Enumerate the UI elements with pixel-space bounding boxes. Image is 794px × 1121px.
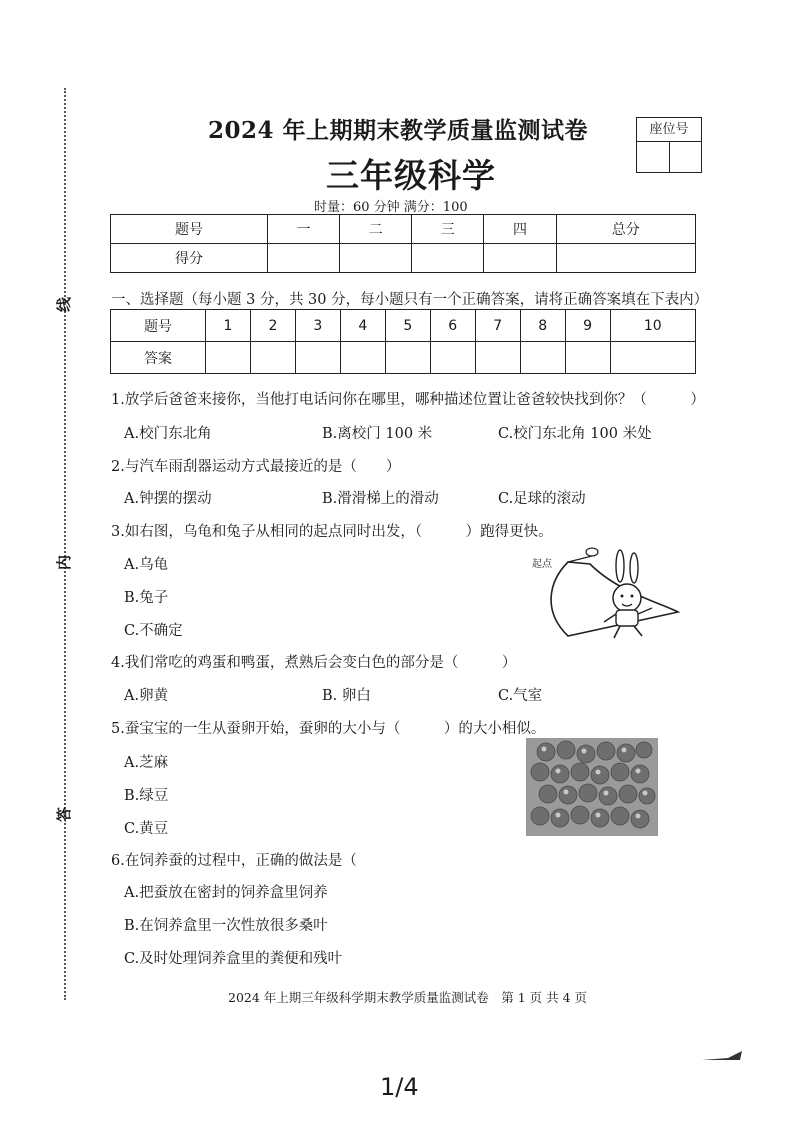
score-table xyxy=(110,214,696,273)
answer-number-cell: 1 xyxy=(206,310,251,342)
question-2-option-b[interactable]: B.滑滑梯上的滑动 xyxy=(322,491,439,507)
figure-start-label: 起点 xyxy=(532,559,552,570)
answer-number-cell: 6 xyxy=(430,310,475,342)
section1-title: 一、选择题（每小题 3 分，共 30 分，每小题只有一个正确答案，请将正确答案填在下表内） xyxy=(111,292,709,308)
rabbit-tortoise-figure xyxy=(528,542,688,644)
answer-table-row xyxy=(111,342,696,374)
answer-header-label: 题号 xyxy=(111,310,206,342)
question-4-option-b[interactable]: B. 卵白 xyxy=(322,688,371,704)
answer-number-cell: 8 xyxy=(520,310,565,342)
silkworm-eggs-image xyxy=(526,738,658,836)
question-3-option-b[interactable]: B.兔子 xyxy=(124,590,169,606)
question-2-stem: 2.与汽车雨刮器运动方式最接近的是（ ） xyxy=(111,459,401,475)
answer-number-cell: 2 xyxy=(250,310,295,342)
score-table-header-row xyxy=(111,215,696,244)
question-5-option-a[interactable]: A.芝麻 xyxy=(124,755,169,771)
answer-cell[interactable] xyxy=(340,342,385,374)
seat-number-label: 座位号 xyxy=(637,118,701,142)
question-3-stem: 3.如右图，乌龟和兔子从相同的起点同时出发，（ ）跑得更快。 xyxy=(111,524,553,540)
score-header-cell: 四 xyxy=(484,215,556,244)
question-3-option-a[interactable]: A.乌龟 xyxy=(124,557,169,573)
answer-cell[interactable] xyxy=(475,342,520,374)
score-row-label: 得分 xyxy=(111,244,268,273)
question-1-option-a[interactable]: A.校门东北角 xyxy=(124,426,212,442)
answer-number-cell: 9 xyxy=(565,310,610,342)
answer-cell[interactable] xyxy=(250,342,295,374)
seat-number-box[interactable] xyxy=(636,117,702,173)
answer-table xyxy=(110,309,696,374)
question-6-option-b[interactable]: B.在饲养盒里一次性放很多桑叶 xyxy=(124,918,328,934)
question-1-option-b[interactable]: B.离校门 100 米 xyxy=(322,426,433,442)
question-1-stem: 1.放学后爸爸来接你，当他打电话问你在哪里，哪种描述位置让爸爸较快找到你？（ ） xyxy=(111,392,705,408)
score-cell[interactable] xyxy=(268,244,340,273)
page-indicator: 1/4 xyxy=(380,1073,419,1101)
answer-number-cell: 10 xyxy=(610,310,695,342)
answer-cell[interactable] xyxy=(430,342,475,374)
answer-cell[interactable] xyxy=(565,342,610,374)
answer-number-cell: 4 xyxy=(340,310,385,342)
answer-cell[interactable] xyxy=(206,342,251,374)
score-cell[interactable] xyxy=(556,244,696,273)
question-5-option-b[interactable]: B.绿豆 xyxy=(124,788,169,804)
question-4-option-c[interactable]: C.气室 xyxy=(498,688,543,704)
score-table-row xyxy=(111,244,696,273)
question-6-option-a[interactable]: A.把蚕放在密封的饲养盒里饲养 xyxy=(124,885,328,901)
score-header-cell: 二 xyxy=(340,215,412,244)
answer-row-label: 答案 xyxy=(111,342,206,374)
question-3-option-c[interactable]: C.不确定 xyxy=(124,623,183,639)
question-4-option-a[interactable]: A.卵黄 xyxy=(124,688,169,704)
question-1-option-c[interactable]: C.校门东北角 100 米处 xyxy=(498,426,652,442)
answer-table-header-row xyxy=(111,310,696,342)
answer-number-cell: 5 xyxy=(385,310,430,342)
page-footer: 2024 年上期三年级科学期末教学质量监测试卷 第 1 页 共 4 页 xyxy=(228,990,588,1005)
answer-cell[interactable] xyxy=(610,342,695,374)
question-5-stem: 5.蚕宝宝的一生从蚕卵开始，蚕卵的大小与（ ）的大小相似。 xyxy=(111,721,546,737)
score-cell[interactable] xyxy=(412,244,484,273)
question-2-option-a[interactable]: A.钟摆的摆动 xyxy=(124,491,212,507)
question-4-stem: 4.我们常吃的鸡蛋和鸭蛋，煮熟后会变白色的部分是（ ） xyxy=(111,655,517,671)
score-header-cell: 总分 xyxy=(556,215,696,244)
binding-dotted-line xyxy=(64,88,66,1000)
binding-label-da: 答 xyxy=(55,806,74,823)
answer-cell[interactable] xyxy=(385,342,430,374)
answer-cell[interactable] xyxy=(295,342,340,374)
binding-label-xian: 线 xyxy=(55,296,74,313)
answer-number-cell: 3 xyxy=(295,310,340,342)
answer-number-cell: 7 xyxy=(475,310,520,342)
exam-subject: 三年级科学 xyxy=(326,156,496,195)
rabbit-tortoise-drawing xyxy=(528,542,688,644)
score-cell[interactable] xyxy=(340,244,412,273)
pen-mark-scribble xyxy=(702,1050,742,1062)
question-2-option-c[interactable]: C.足球的滚动 xyxy=(498,491,586,507)
exam-title: 2024 年上期期末教学质量监测试卷 xyxy=(208,117,589,144)
answer-cell[interactable] xyxy=(520,342,565,374)
score-header-cell: 一 xyxy=(268,215,340,244)
question-6-stem: 6.在饲养蚕的过程中，正确的做法是（ xyxy=(111,853,386,869)
score-cell[interactable] xyxy=(484,244,556,273)
binding-label-nei: 内 xyxy=(55,554,74,571)
seat-box-divider xyxy=(669,142,670,172)
silkworm-eggs-photo xyxy=(526,738,658,836)
score-header-cell: 三 xyxy=(412,215,484,244)
exam-info: 时量：60 分钟 满分：100 xyxy=(314,200,468,215)
score-header-cell: 题号 xyxy=(111,215,268,244)
question-6-option-c[interactable]: C.及时处理饲养盒里的粪便和残叶 xyxy=(124,951,343,967)
question-5-option-c[interactable]: C.黄豆 xyxy=(124,821,169,837)
